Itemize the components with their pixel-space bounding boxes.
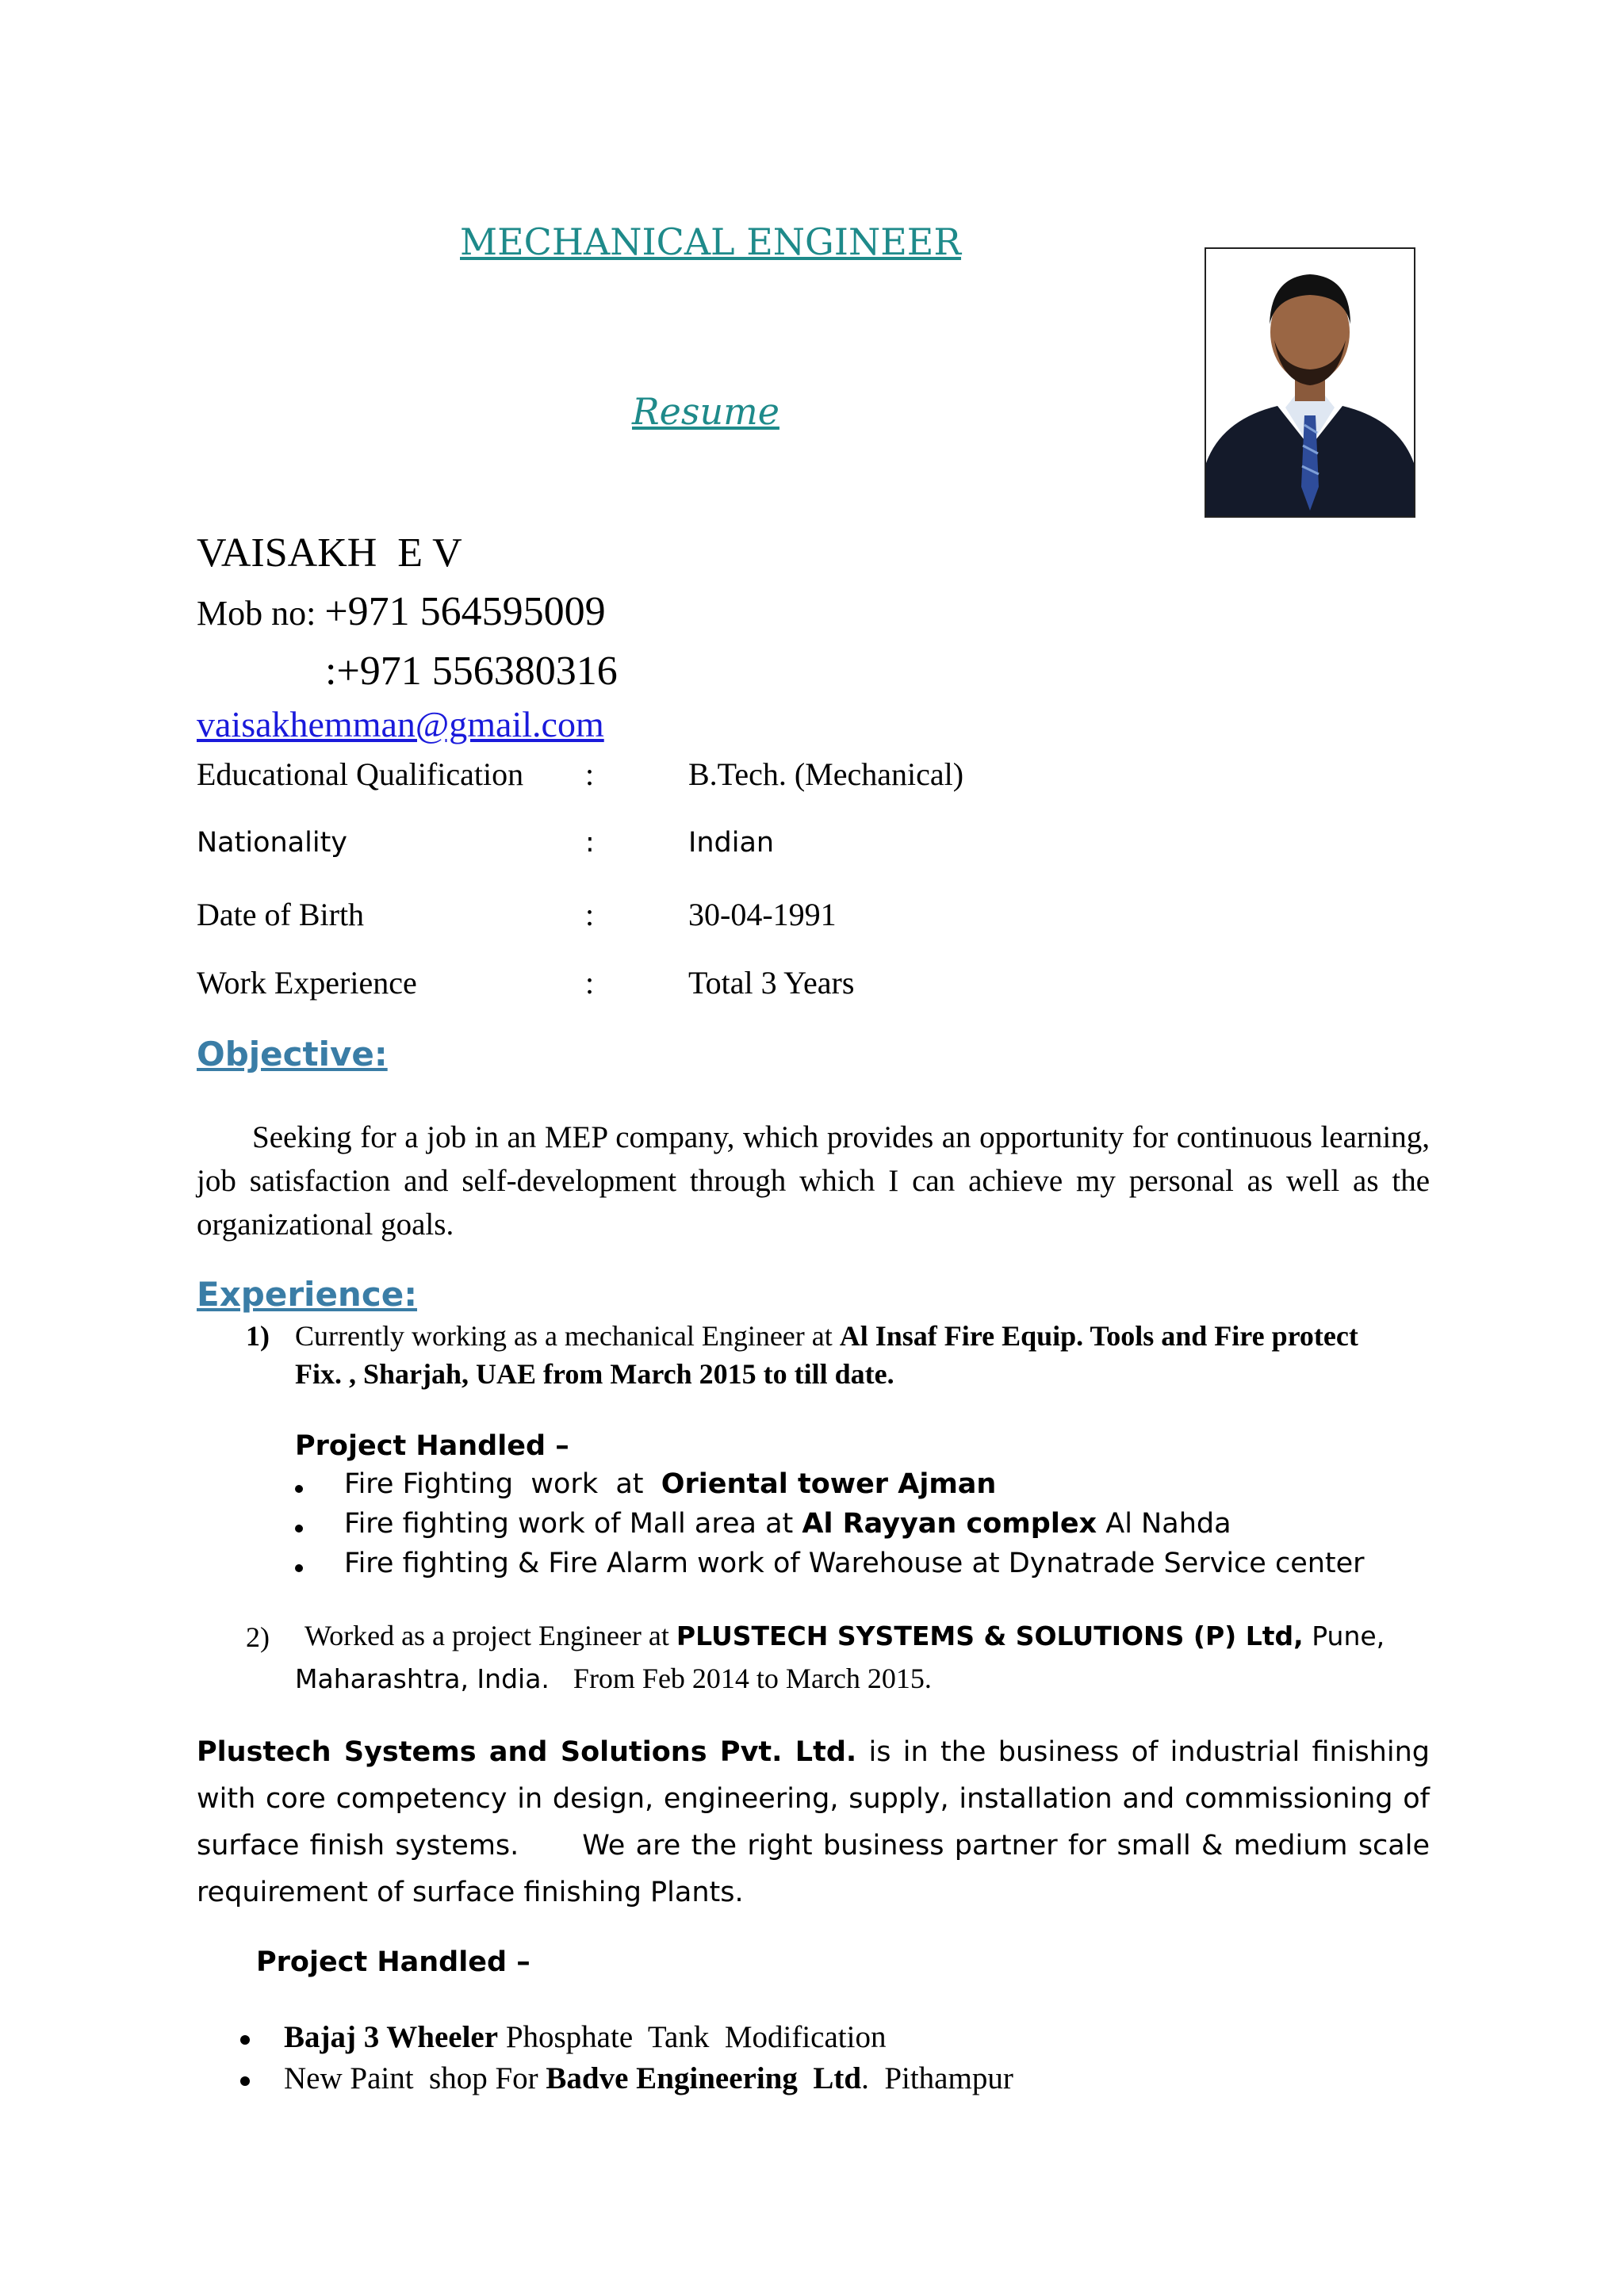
info-row-education <box>197 756 1069 792</box>
bullet-icon <box>240 2076 250 2086</box>
info-label: Nationality <box>197 827 348 859</box>
info-value: B.Tech. (Mechanical) <box>688 756 964 792</box>
info-colon: : <box>585 827 595 859</box>
project-item <box>344 1508 1231 1540</box>
bullet-icon <box>295 1485 303 1493</box>
experience-item-2-text: Worked as a project Engineer at <box>304 1620 676 1651</box>
objective-heading: Objective: <box>197 1035 388 1073</box>
bullet-icon <box>295 1525 303 1533</box>
project-bold: Bajaj 3 Wheeler <box>284 2020 499 2054</box>
project-text-post: Al Nahda <box>1097 1508 1231 1540</box>
company-description <box>197 1729 1439 1916</box>
projects-label-2: Project Handled – <box>256 1946 530 1978</box>
experience-item-1-company: Al Insaf Fire Equip. Tools and Fire protect <box>839 1320 1358 1352</box>
project-item <box>284 2061 1013 2096</box>
objective-text: Seeking for a job in an MEP company, which provides an opportunity for continuous learning, job satisfaction and self-development through which I can achieve my personal as well as the organizational goals. <box>197 1120 1430 1242</box>
info-value: Indian <box>688 827 775 859</box>
experience-item-2-company: PLUSTECH SYSTEMS & SOLUTIONS (P) Ltd, <box>676 1621 1304 1651</box>
experience-item-2-line1 <box>304 1619 1385 1652</box>
info-colon: : <box>585 897 595 932</box>
profile-photo <box>1205 247 1415 518</box>
experience-item-2-dates: From Feb 2014 to March 2015. <box>573 1663 932 1694</box>
company-description-name: Plustech Systems and Solutions Pvt. Ltd. <box>197 1736 857 1768</box>
experience-item-2-location: Pune, <box>1303 1621 1385 1651</box>
bullet-icon <box>295 1564 303 1572</box>
info-label: Work Experience <box>197 965 417 1001</box>
mobile-label: Mob no: <box>197 594 325 633</box>
experience-heading: Experience: <box>197 1275 418 1314</box>
project-text: Fire Fighting work at <box>344 1468 661 1500</box>
info-label: Educational Qualification <box>197 756 524 792</box>
experience-item-1-line2: Fix. , Sharjah, UAE from March 2015 to till date. <box>295 1358 894 1390</box>
info-colon: : <box>585 965 595 1001</box>
project-bold: Badve Engineering Ltd <box>546 2061 862 2095</box>
bullet-icon <box>240 2035 250 2045</box>
info-colon: : <box>585 756 595 792</box>
info-label: Date of Birth <box>197 897 365 932</box>
info-row-experience <box>197 964 1069 1001</box>
page-subtitle: Resume <box>632 390 779 433</box>
project-bold: Al Rayyan complex <box>802 1508 1097 1540</box>
info-row-dob <box>197 896 1069 932</box>
project-text: New Paint shop For <box>284 2061 546 2095</box>
person-photo-icon <box>1206 249 1414 516</box>
project-text-post: . Pithampur <box>861 2061 1013 2095</box>
experience-item-1-text: Currently working as a mechanical Engineer at <box>295 1320 840 1352</box>
email-link[interactable]: vaisakhemman@gmail.com <box>197 704 604 744</box>
project-item <box>284 2019 886 2055</box>
mobile-number-2: :+971 556380316 <box>325 649 618 694</box>
mobile-number-1: +971 564595009 <box>324 589 606 634</box>
experience-item-2-line2 <box>295 1662 932 1695</box>
info-value: 30-04-1991 <box>688 897 837 932</box>
project-text-post: Phosphate Tank Modification <box>498 2020 887 2054</box>
project-text: Fire fighting work of Mall area at <box>344 1508 802 1540</box>
experience-item-number-2: 2) <box>246 1621 270 1653</box>
projects-label-1: Project Handled – <box>295 1430 569 1462</box>
experience-item-number-1: 1) <box>246 1320 270 1352</box>
project-text: Fire fighting & Fire Alarm work of Warehouse at Dynatrade Service center <box>344 1548 1365 1579</box>
project-item <box>344 1548 1365 1579</box>
project-bold: Oriental tower Ajman <box>661 1468 997 1500</box>
experience-item-1-line1 <box>295 1319 1358 1353</box>
experience-item-2-region: Maharashtra, India. <box>295 1663 550 1694</box>
info-row-nationality <box>197 827 1069 863</box>
candidate-name: VAISAKH E V <box>197 530 462 576</box>
page-title: MECHANICAL ENGINEER <box>460 220 962 263</box>
info-value: Total 3 Years <box>688 965 855 1001</box>
project-item <box>344 1468 996 1500</box>
company-description-text: is in the business of industrial finishing with core competency in design, engineering, supply, installation and commissioning of surface finish systems. We are the right business partner for small & medium scale requirement of surface finishing Plants. <box>197 1736 1439 1908</box>
mobile-row-1 <box>197 588 606 635</box>
